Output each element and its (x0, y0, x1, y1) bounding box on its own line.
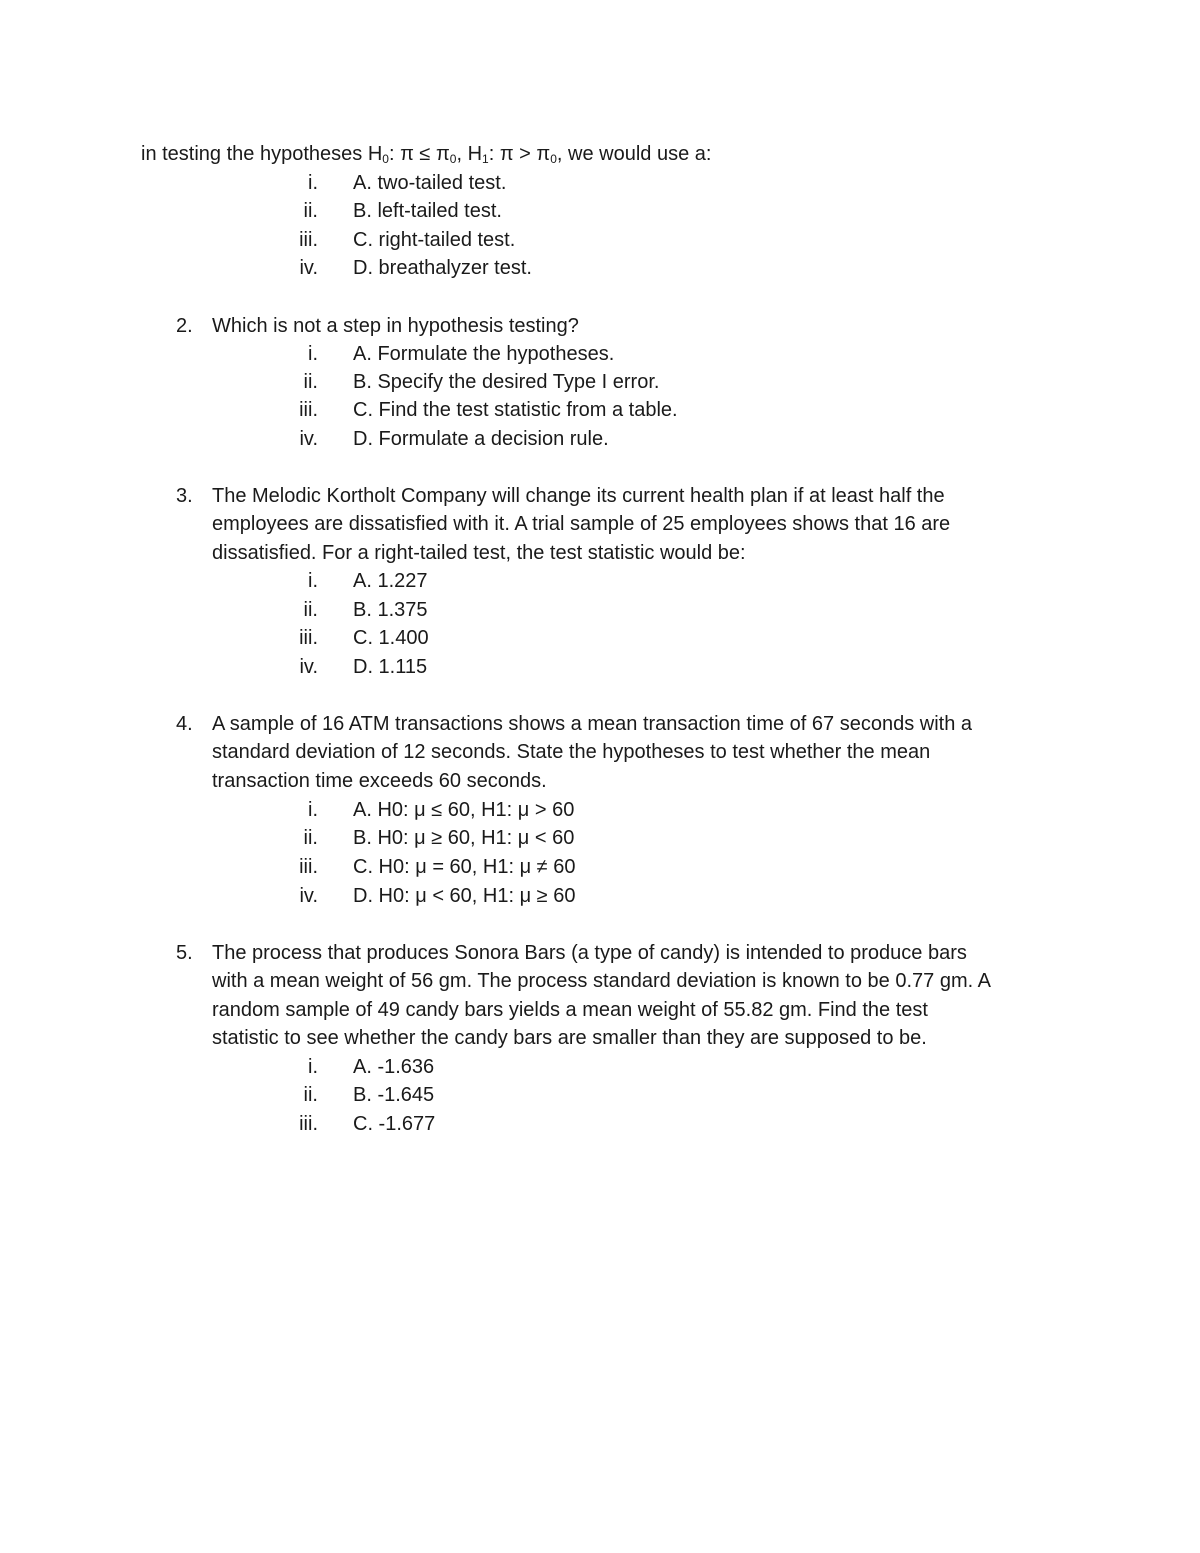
option-number: i. (308, 1056, 318, 1078)
question-number: 4. (176, 713, 193, 735)
option-number: iv. (299, 428, 318, 450)
option-text: C. right-tailed test. (353, 229, 516, 251)
option-text: D. 1.115 (353, 656, 428, 678)
option-text: D. breathalyzer test. (353, 257, 532, 279)
option-number: ii. (303, 371, 318, 393)
option-text: A. Formulate the hypotheses. (353, 343, 615, 365)
option-number: ii. (303, 1084, 318, 1106)
option-number: iii. (299, 1113, 318, 1135)
option-number: iii. (299, 399, 318, 421)
option-number: iii. (299, 229, 318, 251)
option-text: A. two-tailed test. (353, 172, 507, 194)
question-text: A sample of 16 ATM transactions shows a mean transaction time of 67 seconds with a standard deviation of 12 seconds. State the hypotheses to test whether the mean transaction time exceeds 60 seconds. (212, 713, 973, 792)
question-text: Which is not a step in hypothesis testing? (212, 315, 579, 337)
option-text: D. H0: μ < 60, H1: μ ≥ 60 (353, 885, 576, 907)
option-text: B. Specify the desired Type I error. (353, 371, 660, 393)
question-text: The process that produces Sonora Bars (a type of candy) is intended to produce bars with a mean weight of 56 gm. The process standard deviation is known to be 0.77 gm. A random sample of 49 candy bars yields a mean weight of 55.82 gm. Find the test statistic to see whether the candy bars are smaller than they are supposed to be. (212, 942, 991, 1050)
option-number: iii. (299, 627, 318, 649)
option-number: iv. (299, 656, 318, 678)
option-number: iii. (299, 856, 318, 878)
option-number: iv. (299, 885, 318, 907)
option-number: i. (308, 799, 318, 821)
question-number: 5. (176, 942, 193, 964)
question-number: 2. (176, 315, 193, 337)
option-text: C. -1.677 (353, 1113, 436, 1135)
option-number: i. (308, 343, 318, 365)
option-text: A. -1.636 (353, 1056, 435, 1078)
option-text: A. 1.227 (353, 570, 428, 592)
option-text: C. H0: μ = 60, H1: μ ≠ 60 (353, 856, 576, 878)
option-number: i. (308, 570, 318, 592)
intro-question-text: in testing the hypotheses $H_0$: $\pi \le \pi_0$, $H_1$: $\pi > \pi_0$, we would use a: (141, 143, 712, 166)
option-text: B. 1.375 (353, 599, 428, 621)
option-text: C. Find the test statistic from a table. (353, 399, 678, 421)
option-number: ii. (303, 827, 318, 849)
question-text: The Melodic Kortholt Company will change its current health plan if at least half the employees are dissatisfied with it. A trial sample of 25 employees shows that 16 are dissatisfied. For a right-tailed test, the test statistic would be: (212, 485, 951, 564)
question-number: 3. (176, 485, 193, 507)
option-number: ii. (303, 599, 318, 621)
option-text: B. left-tailed test. (353, 200, 502, 222)
option-text: A. H0: μ ≤ 60, H1: μ > 60 (353, 799, 575, 821)
option-number: ii. (303, 200, 318, 222)
option-number: i. (308, 172, 318, 194)
option-text: B. H0: μ ≥ 60, H1: μ < 60 (353, 827, 575, 849)
option-text: B. -1.645 (353, 1084, 435, 1106)
option-text: D. Formulate a decision rule. (353, 428, 609, 450)
option-text: C. 1.400 (353, 627, 429, 649)
option-number: iv. (299, 257, 318, 279)
